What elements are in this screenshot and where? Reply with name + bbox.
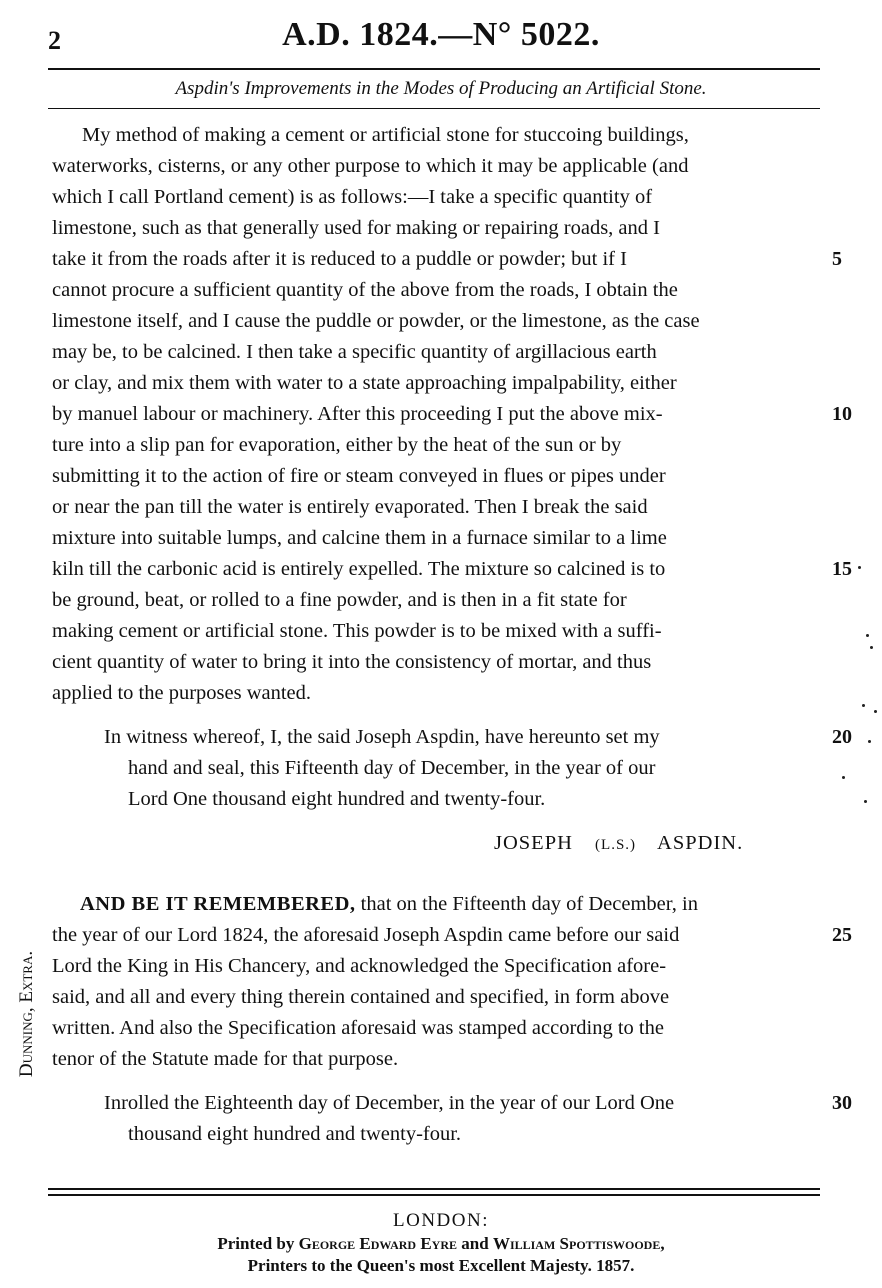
line-number: 20 — [832, 726, 852, 748]
side-note — [16, 924, 40, 1104]
text-line: or near the pan till the water is entirely evaporated. Then I break the said — [52, 496, 648, 518]
text-line: thousand eight hundred and twenty-four. — [128, 1123, 462, 1145]
text-line: cient quantity of water to bring it into the consistency of mortar, and thus — [52, 651, 652, 673]
footer-rule-thick — [48, 1188, 820, 1190]
text-line: may be, to be calcined. I then take a specific quantity of argillacious earth — [52, 341, 657, 363]
print-speck — [874, 710, 877, 713]
signature — [494, 832, 743, 855]
text-line: ture into a slip pan for evaporation, either by the heat of the sun or by — [52, 434, 622, 456]
text-line: which I call Portland cement) is as follows:—I take a specific quantity of — [52, 186, 653, 208]
print-speck — [868, 740, 871, 743]
print-speck — [870, 646, 873, 649]
text-line — [80, 893, 698, 916]
text-line: limestone itself, and I cause the puddle or powder, or the limestone, as the case — [52, 310, 700, 332]
footer-rule-thin — [48, 1194, 820, 1196]
text-line: cannot procure a sufficient quantity of the above from the roads, I obtain the — [52, 279, 678, 301]
print-speck — [866, 634, 869, 637]
line-number: 15 — [832, 558, 852, 580]
text-line: kiln till the carbonic acid is entirely expelled. The mixture so calcined is to — [52, 558, 666, 580]
remembrance-lead-rest: that on the Fifteenth day of December, in — [355, 893, 698, 915]
text-line: said, and all and every thing therein contained and specified, in form above — [52, 986, 670, 1008]
text-line: submitting it to the action of fire or steam conveyed in flues or pipes under — [52, 465, 666, 487]
document-title: A.D. 1824.—N° 5022. — [282, 16, 600, 53]
text-line: written. And also the Specification aforesaid was stamped according to the — [52, 1017, 664, 1039]
remembrance-lead: AND BE IT REMEMBERED, — [80, 893, 356, 915]
imprint-printed-by: Printed by — [217, 1234, 295, 1253]
text-line: making cement or artificial stone. This powder is to be mixed with a suffi- — [52, 620, 662, 642]
text-line: waterworks, cisterns, or any other purpose to which it may be applicable (and — [52, 155, 689, 177]
text-line: Lord the King in His Chancery, and acknowledged the Specification afore- — [52, 955, 667, 977]
seal-mark: (L.S.) — [595, 837, 637, 853]
signature-last-name: ASPDIN. — [657, 832, 744, 854]
text-line: hand and seal, this Fifteenth day of December, in the year of our — [128, 757, 656, 779]
imprint-printer-2: William Spottiswoode, — [492, 1234, 665, 1253]
text-line: Lord One thousand eight hundred and twenty-four. — [128, 788, 546, 810]
document-subtitle: Aspdin's Improvements in the Modes of Producing an Artificial Stone. — [175, 78, 707, 99]
text-line: In witness whereof, I, the said Joseph Aspdin, have hereunto set my — [104, 726, 660, 748]
line-number: 25 — [832, 924, 852, 946]
text-line: take it from the roads after it is reduced to a puddle or powder; but if I — [52, 248, 627, 270]
print-speck — [862, 704, 865, 707]
imprint-printers — [0, 1234, 882, 1254]
header-rule-top — [48, 68, 820, 70]
print-speck — [858, 566, 861, 569]
line-number: 10 — [832, 403, 852, 425]
text-line: by manuel labour or machinery. After this proceeding I put the above mix- — [52, 403, 663, 425]
line-number: 30 — [832, 1092, 852, 1114]
signature-first-name: JOSEPH — [494, 832, 573, 854]
text-line: limestone, such as that generally used for making or repairing roads, and I — [52, 217, 660, 239]
text-line: Inrolled the Eighteenth day of December, in the year of our Lord One — [104, 1092, 675, 1114]
side-note-text: Dunning, Extra. — [16, 950, 37, 1078]
imprint-printer-1: George Edward Eyre — [298, 1234, 458, 1253]
text-line: or clay, and mix them with water to a state approaching impalpability, either — [52, 372, 677, 394]
imprint-and: and — [461, 1234, 489, 1253]
header-rule-bottom — [48, 108, 820, 109]
text-line: be ground, beat, or rolled to a fine powder, and is then in a fit state for — [52, 589, 627, 611]
imprint-line-3: Printers to the Queen's most Excellent Majesty. 1857. — [247, 1256, 635, 1275]
page-number: 2 — [48, 26, 61, 55]
text-line: applied to the purposes wanted. — [52, 682, 312, 704]
line-number: 5 — [832, 248, 842, 270]
print-speck — [864, 800, 867, 803]
text-line: mixture into suitable lumps, and calcine them in a furnace similar to a lime — [52, 527, 667, 549]
print-speck — [842, 776, 845, 779]
text-line: tenor of the Statute made for that purpose. — [52, 1048, 399, 1070]
text-line: My method of making a cement or artificial stone for stuccoing buildings, — [82, 124, 689, 146]
imprint-city: LONDON: — [393, 1210, 489, 1231]
text-line: the year of our Lord 1824, the aforesaid Joseph Aspdin came before our said — [52, 924, 680, 946]
